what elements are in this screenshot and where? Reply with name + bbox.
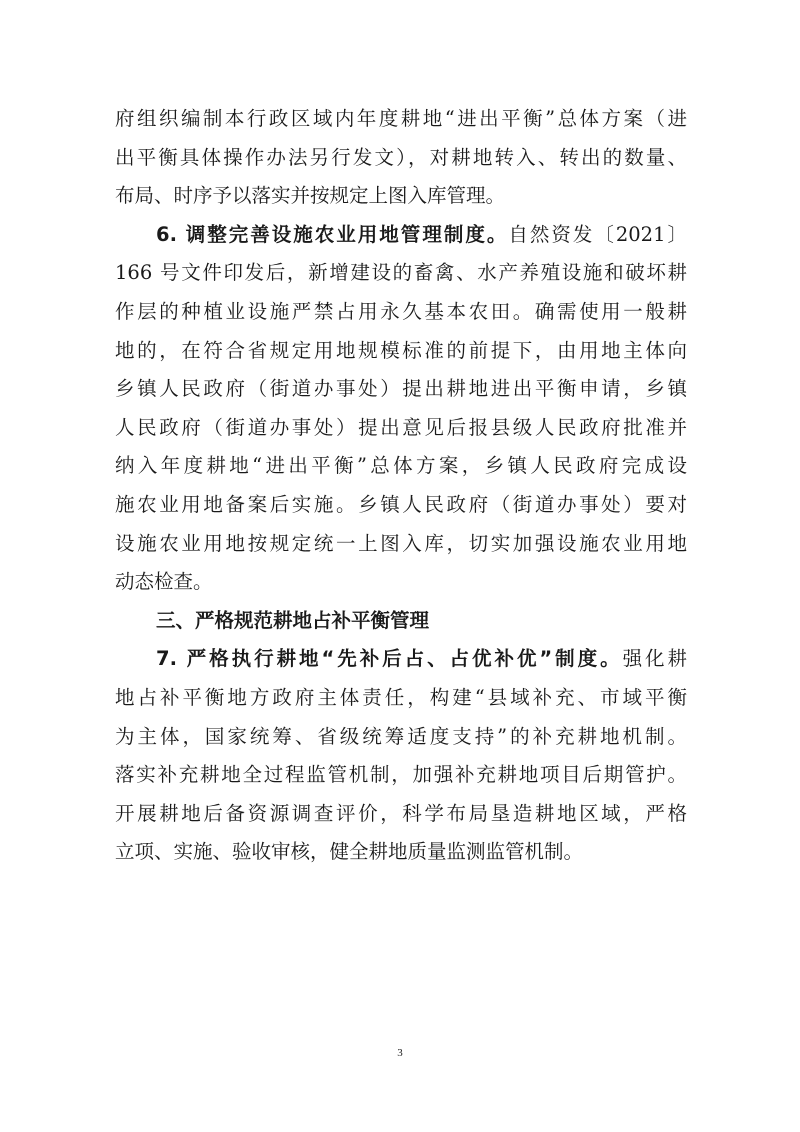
body-line: 布局、时序予以落实并按规定上图入库管理。 [115, 184, 506, 208]
body-line: 落实补充耕地全过程监管机制，加强补充耕地项目后期管护。 [115, 763, 687, 787]
page-number: 3 [397, 1047, 403, 1059]
item-6-text: 自然资发〔2021〕 [508, 222, 687, 246]
body-line: 地占补平衡地方政府主体责任，构建“县域补充、市域平衡 [115, 685, 687, 709]
item-6-first-line [115, 216, 687, 255]
body-line: 乡镇人民政府（街道办事处）提出耕地进出平衡申请，乡镇 [115, 377, 687, 401]
body-line: 166 号文件印发后，新增建设的畜禽、水产养殖设施和破坏耕 [115, 261, 687, 285]
body-line: 为主体，国家统筹、省级统筹适度支持”的补充耕地机制。 [115, 724, 687, 748]
body-line: 立项、实施、验收审核，健全耕地质量监测监管机制。 [115, 840, 584, 864]
item-7-text: 强化耕 [622, 647, 687, 671]
item-7-title: 7. 严格执行耕地“先补后占、占优补优”制度。 [156, 647, 623, 671]
body-line: 纳入年度耕地“进出平衡”总体方案，乡镇人民政府完成设 [115, 454, 687, 478]
body-line: 设施农业用地按规定统一上图入库，切实加强设施农业用地 [115, 531, 687, 555]
body-line: 施农业用地备案后实施。乡镇人民政府（街道办事处）要对 [115, 492, 687, 516]
body-line: 人民政府（街道办事处）提出意见后报县级人民政府批准并 [115, 415, 687, 439]
body-line: 出平衡具体操作办法另行发文），对耕地转入、转出的数量、 [115, 145, 687, 169]
body-line: 地的，在符合省规定用地规模标准的前提下，由用地主体向 [115, 338, 687, 362]
body-line: 作层的种植业设施严禁占用永久基本农田。确需使用一般耕 [115, 299, 687, 323]
item-7-first-line [115, 640, 687, 679]
body-line: 动态检查。 [115, 570, 213, 594]
document-page [115, 100, 687, 872]
section-heading: 三、严格规范耕地占补平衡管理 [156, 608, 430, 632]
item-6-title: 6. 调整完善设施农业用地管理制度。 [156, 222, 509, 246]
body-line: 府组织编制本行政区域内年度耕地“进出平衡”总体方案（进 [115, 107, 687, 130]
body-line: 开展耕地后备资源调查评价，科学布局垦造耕地区域，严格 [115, 801, 687, 825]
